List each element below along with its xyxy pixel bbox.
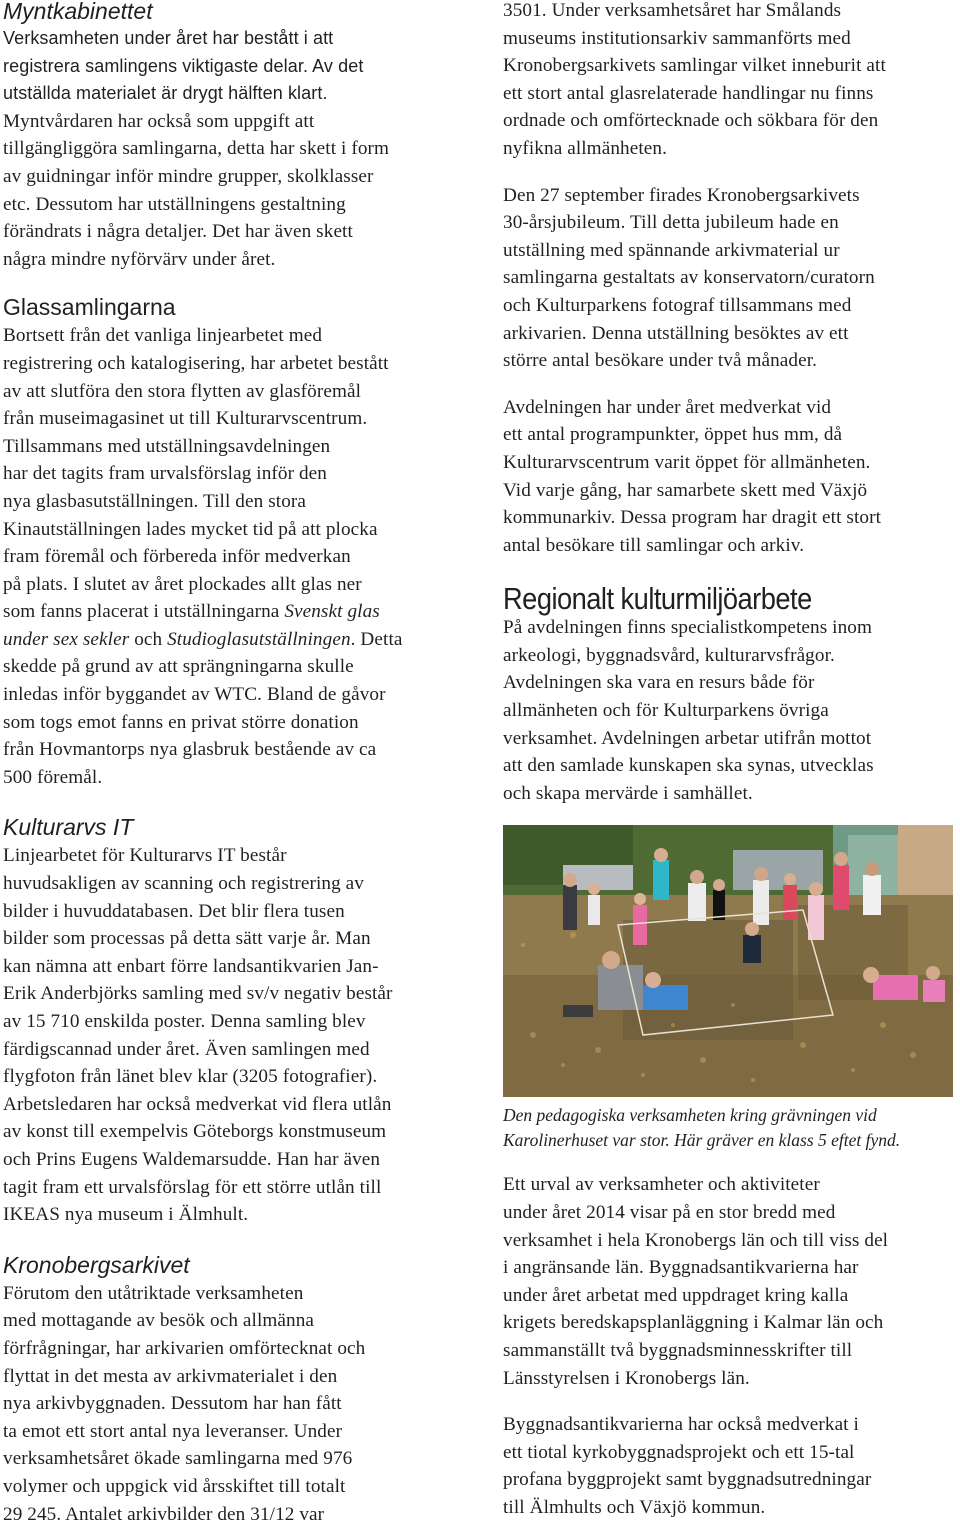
heading-kronobergsarkivet: Kronobergsarkivet <box>3 1251 190 1278</box>
text-line: nya arkivbyggnaden. Dessutom har han fått <box>3 1393 342 1415</box>
section-glassamlingarna <box>3 293 473 791</box>
text-line: På avdelningen finns specialistkompetens inom <box>503 617 872 639</box>
text-line: färdigscannad under året. Även samlingen med <box>3 1038 370 1060</box>
text-line: arkivarien. Denna utställning besöktes av ett <box>503 322 849 344</box>
text-segment: som fanns placerat i utställningarna <box>3 601 280 623</box>
text-line: några mindre nyförvärv under året. <box>3 248 276 270</box>
text-line: på plats. I slutet av året plockades allt glas ner <box>3 573 362 595</box>
text-line: från Hovmantorps nya glasbruk bestående av ca <box>3 739 377 761</box>
text-line: ett stort antal glasrelaterade handlingar nu finns <box>503 82 874 104</box>
excavation-photo <box>503 825 953 1097</box>
text-line <box>3 626 473 654</box>
text-line: Verksamheten under året har bestått i att <box>3 28 334 48</box>
text-line: skedde på grund av att sprängningarna skulle <box>3 656 354 678</box>
text-line: samlingarna gestaltats av konservatorn/curatorn <box>503 267 875 289</box>
text-line: 500 föremål. <box>3 766 103 788</box>
text-line: 29 245. Antalet arkivbilder den 31/12 var <box>3 1503 325 1525</box>
text-line: under året 2014 visar på en stor bredd med <box>503 1202 836 1224</box>
caption-line: Karolinerhuset var stor. Här gräver en klass 5 eftet fynd. <box>503 1130 901 1151</box>
text-line: kommunarkiv. Dessa program har dragit ett stort <box>503 507 882 529</box>
section-kronobergsarkivet <box>3 1251 473 1528</box>
text-line: registrera samlingens viktigaste delar. Av det <box>3 55 364 76</box>
text-line: Byggnadsantikvarierna har också medverkat i <box>503 1414 859 1436</box>
text-line: allmänheten och för Kulturparkens övriga <box>503 700 829 722</box>
text-line: kan nämna att enbart förre landsantikvarien Jan- <box>3 955 379 977</box>
text-line: har det tagits fram urvalsförslag inför den <box>3 463 327 485</box>
paragraph-jubileum <box>503 182 958 375</box>
caption-line: Den pedagogiska verksamheten kring grävningen vid <box>503 1105 877 1126</box>
heading-regionalt-kulturmiljoarbete: Regionalt kulturmiljöarbete <box>503 581 812 617</box>
text-line: fram föremål och förbereda inför medverkan <box>3 546 351 568</box>
text-line: ett tiotal kyrkobyggnadsprojekt och ett 15-tal <box>503 1441 855 1463</box>
paragraph-programpunkter <box>503 394 958 560</box>
paragraph-urval <box>503 1171 958 1392</box>
text-line: nya glasbasutställningen. Till den stora <box>3 490 306 512</box>
text-line: Kronobergsarkivets samlingar vilket inneburit att <box>503 55 886 77</box>
photo-caption <box>503 1103 958 1153</box>
text-line: under året arbetat med uppdraget kring kalla <box>503 1284 849 1306</box>
section-kulturarvs-it <box>3 813 473 1228</box>
text-line: Kulturarvscentrum varit öppet för allmänheten. <box>503 451 871 473</box>
text-line <box>3 598 473 626</box>
paragraph-glassamlingarna <box>3 322 473 791</box>
text-line: från museimagasinet ut till Kulturarvscentrum. <box>3 408 368 430</box>
text-line: Den 27 september firades Kronobergsarkivets <box>503 184 860 206</box>
text-line: etc. Dessutom har utställningens gestaltning <box>3 193 346 215</box>
text-line: av konst till exempelvis Göteborgs konstmuseum <box>3 1121 387 1143</box>
text-line: Erik Anderbjörks samling med sv/v negativ består <box>3 983 393 1005</box>
paragraph-kulturarvs-it <box>3 842 473 1228</box>
right-column <box>503 0 958 1522</box>
text-line: och skapa mervärde i samhället. <box>503 782 753 804</box>
paragraph-arkiv-continued <box>503 0 958 163</box>
text-line: i angränsande län. Byggnadsantikvarierna har <box>503 1257 859 1279</box>
text-segment: . Detta <box>350 628 403 650</box>
left-column <box>3 0 473 1528</box>
italic-title-studioglas: Studioglasutställningen <box>167 628 351 650</box>
text-line: som togs emot fanns en privat större donation <box>3 711 359 733</box>
text-line: inledas inför byggandet av WTC. Bland de gåvor <box>3 684 386 706</box>
text-line: verksamhetsåret ökade samlingarna med 976 <box>3 1448 353 1470</box>
text-line: Vid varje gång, har samarbete skett med Växjö <box>503 479 868 501</box>
text-line: Arbetsledaren har också medverkat vid flera utlån <box>3 1093 392 1115</box>
text-line: 3501. Under verksamhetsåret har Smålands <box>503 0 842 21</box>
text-line: ta emot ett stort antal nya leveranser. Under <box>3 1420 343 1442</box>
text-line: huvudsakligen av scanning och registrering av <box>3 873 364 895</box>
text-line: av att slutföra den stora flytten av glasföremål <box>3 380 362 402</box>
text-line: registrering och katalogisering, har arbetet bestått <box>3 352 389 374</box>
text-line: bilder i huvuddatabasen. Det blir flera tusen <box>3 900 345 922</box>
text-line: ett antal programpunkter, öppet hus mm, då <box>503 424 843 446</box>
paragraph-regionalt <box>503 614 958 807</box>
text-line: museums institutionsarkiv sammanförts med <box>503 27 851 49</box>
text-line: Ett urval av verksamheter och aktiviteter <box>503 1174 820 1196</box>
text-line: bilder som processas på detta sätt varje år. Man <box>3 928 371 950</box>
text-line: verksamhet i hela Kronobergs län och till viss del <box>503 1229 889 1251</box>
text-line: volymer och uppgick vid årsskiftet till totalt <box>3 1475 346 1497</box>
text-line: utställda materialet är drygt hälften klart. <box>3 83 328 104</box>
section-regionalt <box>503 581 958 807</box>
text-line: arkeologi, byggnadsvård, kulturarvsfrågor. <box>503 644 835 666</box>
text-line: Linjearbetet för Kulturarvs IT består <box>3 845 287 867</box>
text-line: 30-årsjubileum. Till detta jubileum hade en <box>503 212 839 234</box>
text-line: Förutom den utåtriktade verksamheten <box>3 1282 304 1304</box>
text-line: verksamhet. Avdelningen arbetar utifrån mottot <box>503 727 872 749</box>
text-line: ordnade och omförtecknade och sökbara för den <box>503 110 879 132</box>
text-line: och Prins Eugens Waldemarsudde. Han har även <box>3 1148 381 1170</box>
text-line: förändrats i några detaljer. Det har även skett <box>3 221 353 243</box>
text-line: krigets beredskapsplanläggning i Kalmar län och <box>503 1312 884 1334</box>
text-line: Tillsammans med utställningsavdelningen <box>3 435 331 457</box>
text-line: Kinautställningen lades mycket tid på att plocka <box>3 518 378 540</box>
paragraph-kyrkobyggnad <box>503 1411 958 1521</box>
text-line: att den samlade kunskapen ska synas, utvecklas <box>503 755 874 777</box>
text-line: av 15 710 enskilda poster. Denna samling blev <box>3 1011 366 1032</box>
text-line: IKEAS nya museum i Älmhult. <box>3 1204 249 1226</box>
italic-title-svenskt-glas: Svenskt glas <box>284 601 380 623</box>
text-line: antal besökare till samlingar och arkiv. <box>503 534 805 556</box>
text-line: och Kulturparkens fotograf tillsammans med <box>503 294 852 316</box>
italic-title-continued: under sex sekler <box>3 628 130 650</box>
text-line: Bortsett från det vanliga linjearbetet med <box>3 325 323 347</box>
text-line: flyttat in det mesta av arkivmaterialet i den <box>3 1365 338 1387</box>
text-line: Länsstyrelsen i Kronobergs län. <box>503 1367 750 1389</box>
heading-glassamlingarna: Glassamlingarna <box>3 294 176 321</box>
text-line: tillgängliggöra samlingarna, detta har skett i form <box>3 138 390 160</box>
text-line: förfrågningar, har arkivarien omförtecknat och <box>3 1337 366 1359</box>
text-line: flygfoton från länet blev klar (3205 fotografier). <box>3 1066 378 1088</box>
text-line: till Älmhults och Växjö kommun. <box>503 1496 766 1518</box>
text-line: med mottagande av besök och allmänna <box>3 1310 315 1332</box>
text-line: Avdelningen har under året medverkat vid <box>503 396 832 418</box>
text-line: nyfikna allmänheten. <box>503 137 667 159</box>
text-line: sammanställt två byggnadsminnesskrifter till <box>503 1340 853 1361</box>
text-line: Avdelningen ska vara en resurs både för <box>503 672 815 694</box>
text-line: profana byggprojekt samt byggnadsutredningar <box>503 1469 872 1491</box>
text-line: utställning med spännande arkivmaterial ur <box>503 239 840 261</box>
excavation-photo-illustration <box>503 825 953 1097</box>
section-myntkabinettet <box>3 0 473 273</box>
text-line: Myntvårdaren har också som uppgift att <box>3 110 315 132</box>
heading-kulturarvs-it: Kulturarvs IT <box>3 814 134 841</box>
heading-myntkabinettet: Myntkabinettet <box>3 0 153 24</box>
text-line: större antal besökare under två månader. <box>503 350 818 372</box>
text-line: av guidningar inför mindre grupper, skolklasser <box>3 165 374 187</box>
paragraph-kronobergsarkivet <box>3 1280 473 1528</box>
paragraph-myntkabinettet <box>3 25 473 273</box>
text-line: tagit fram ett urvalsförslag för ett större utlån till <box>3 1176 382 1198</box>
text-segment: och <box>134 628 163 650</box>
